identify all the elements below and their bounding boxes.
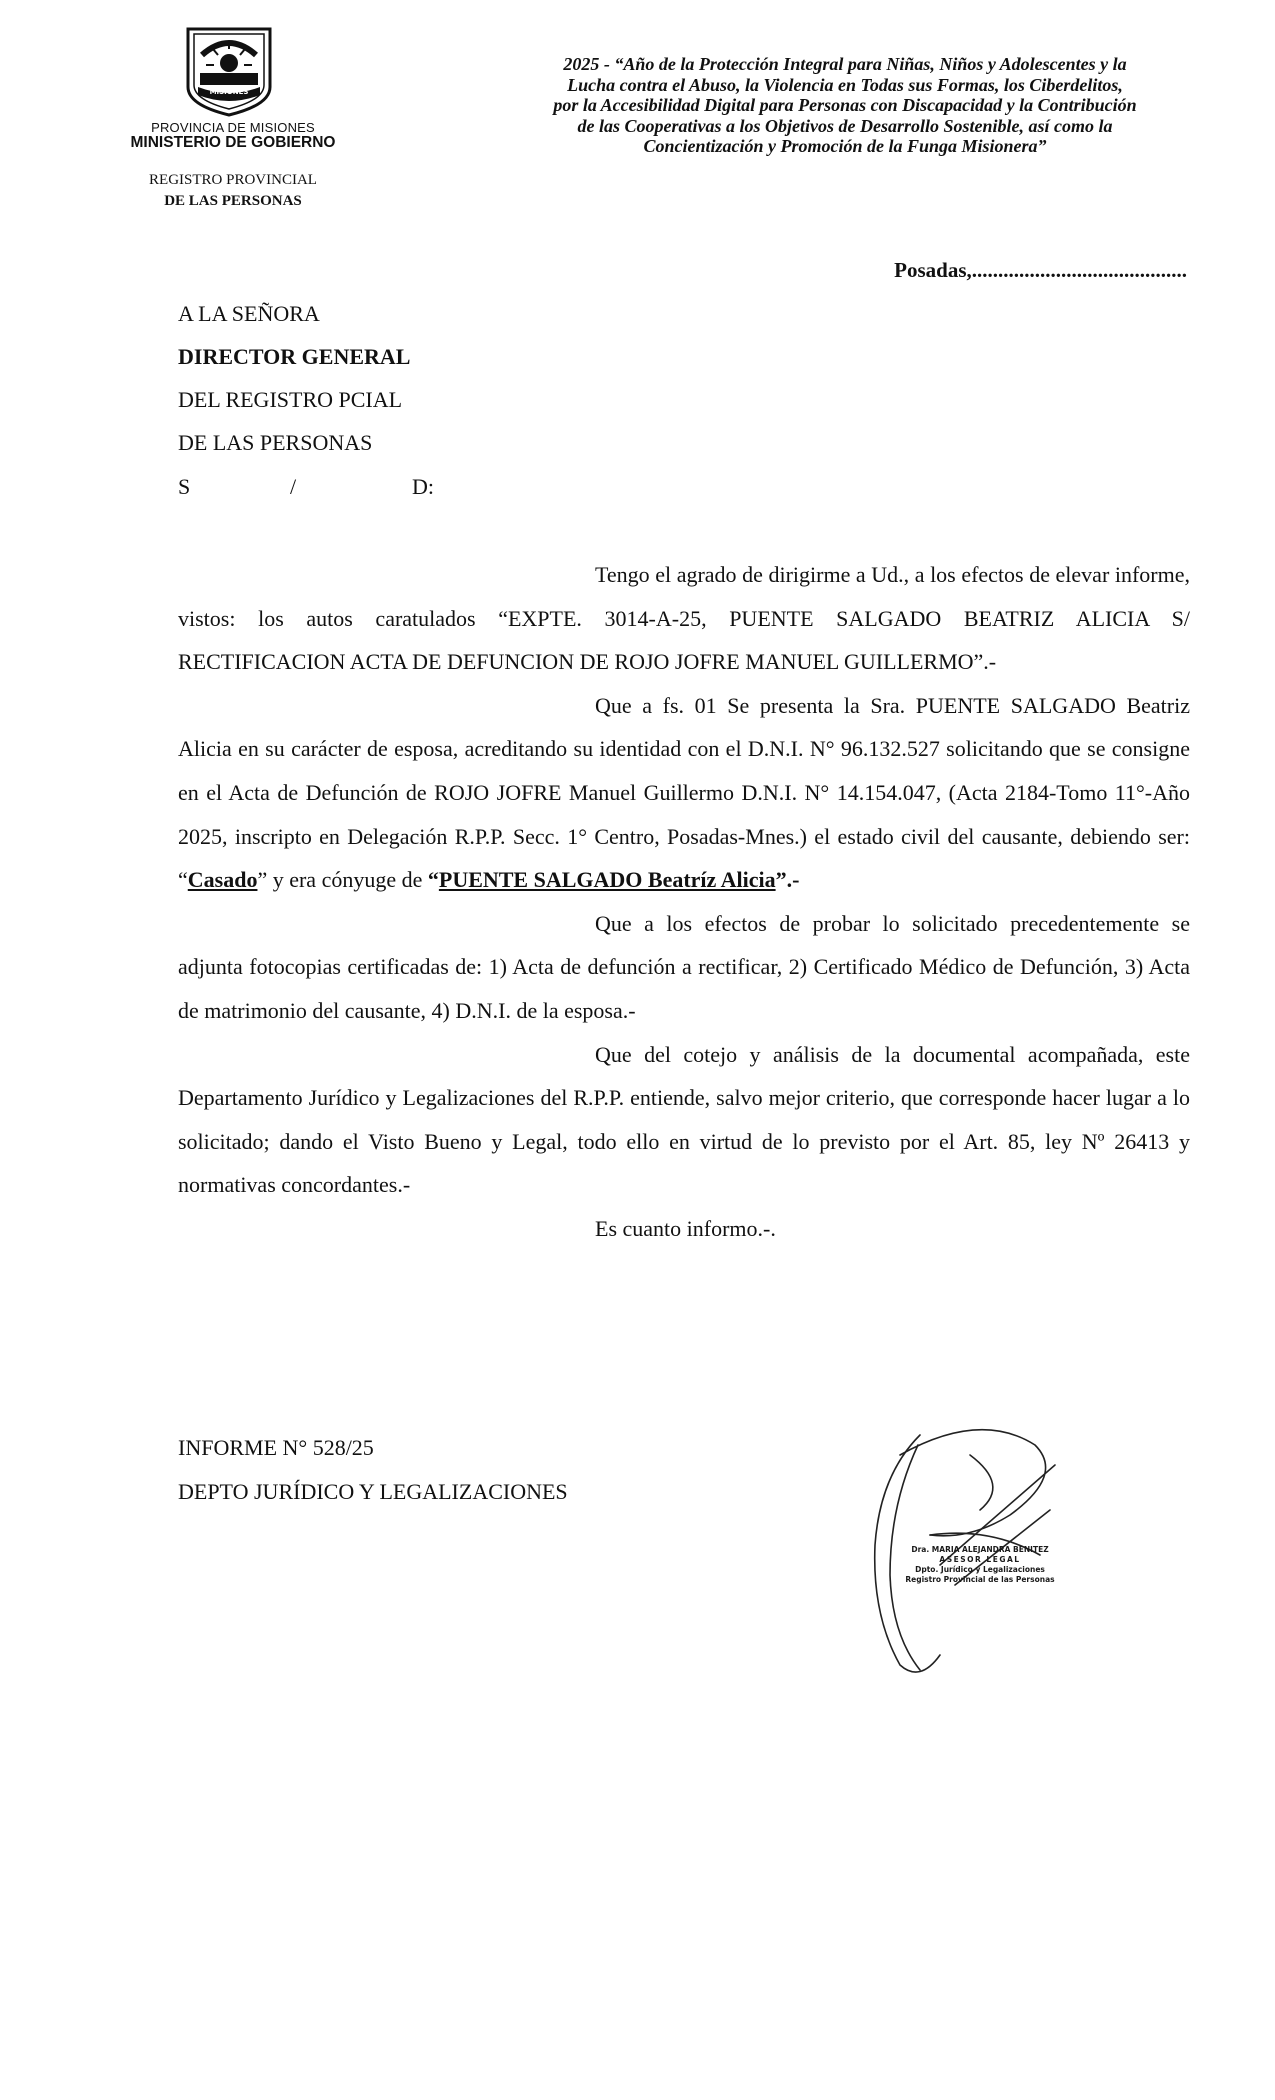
sd-mid: /	[290, 474, 297, 499]
registry-line-1: REGISTRO PROVINCIAL	[149, 172, 317, 188]
stamp-line-2: ASESOR LEGAL	[939, 1555, 1021, 1564]
sd-line	[178, 474, 445, 500]
paragraph-5: Es cuanto informo.-.	[595, 1215, 776, 1241]
legal-stamp	[905, 1545, 1055, 1585]
province-line: PROVINCIA DE MISIONES	[151, 120, 315, 135]
ministry-line: MINISTERIO DE GOBIERNO	[130, 134, 336, 151]
civil-status-value: Casado	[187, 867, 258, 893]
addressee-line-4: DE LAS PERSONAS	[178, 430, 373, 455]
year-motto	[475, 54, 1215, 157]
stamp-line-1: Dra. MARIA ALEJANDRA BENITEZ	[911, 1545, 1049, 1554]
year-motto-line: de las Cooperativas a los Objetivos de Desarrollo Sostenible, así como la	[577, 115, 1113, 136]
report-number: INFORME N° 528/25	[178, 1435, 374, 1460]
stamp-line-3: Dpto. Jurídico y Legalizaciones	[915, 1565, 1045, 1574]
addressee-line-1: A LA SEÑORA	[178, 301, 320, 326]
year-motto-line: 2025 - “Año de la Protección Integral para Niñas, Niños y Adolescentes y la	[563, 54, 1127, 74]
sd-right: D:	[412, 474, 434, 499]
stamp-line-4: Registro Provincial de las Personas	[905, 1575, 1055, 1584]
paragraph-2	[178, 684, 1190, 902]
year-motto-line: por la Accesibilidad Digital para Personas con Discapacidad y la Contribución	[553, 95, 1137, 115]
paragraph-2-end: ”.-	[775, 867, 800, 893]
paragraph-4: Que del cotejo y análisis de la documental acompañada, este Departamento Jurídico y Legalizaciones del R.P.P. entiende, salvo mejor criterio, que corresponde hacer lugar a lo solicitado; dando el Visto Bueno y Legal, todo ello en virtud de lo previsto por el Art. 85, ley Nº 26413 y normativas concordantes.-	[178, 1041, 1190, 1198]
paragraph-2-text-b: ” y era cónyuge de	[257, 867, 428, 893]
addressee-line-2: DIRECTOR GENERAL	[178, 344, 411, 369]
province-crest-logo	[180, 25, 278, 117]
year-motto-line: Lucha contra el Abuso, la Violencia en Todas sus Formas, los Ciberdelitos,	[567, 74, 1123, 95]
report-body	[178, 553, 1190, 1251]
quote-open: “	[427, 867, 439, 893]
addressee-line-3: DEL REGISTRO PCIAL	[178, 387, 403, 412]
paragraph-2-text-a: Que a fs. 01 Se presenta la Sra. PUENTE SALGADO Beatriz Alicia en su carácter de esposa, acreditando su identidad con el D.N.I. N° 96.132.527 solicitando que se consigne en el Acta de Defunción de ROJO JOFRE Manuel Guillermo D.N.I. N° 14.154.047, (Acta 2184-Tomo 11°-Año 2025, inscripto en Delegación R.P.P. Secc. 1° Centro, Posadas-Mnes.) el estado civil del causante, debiendo ser: “	[178, 692, 1190, 893]
registry-line-2: DE LAS PERSONAS	[164, 193, 302, 209]
report-footer	[178, 1426, 568, 1514]
department-name: DEPTO JURÍDICO Y LEGALIZACIONES	[178, 1479, 568, 1504]
sd-left: S	[178, 474, 191, 499]
year-motto-line: Concientización y Promoción de la Funga Misionera”	[643, 136, 1047, 156]
place-date: Posadas,.........................................	[894, 258, 1187, 282]
paragraph-1: Tengo el agrado de dirigirme a Ud., a los efectos de elevar informe, vistos: los autos caratulados “EXPTE. 3014-A-25, PUENTE SALGADO BEATRIZ ALICIA S/ RECTIFICACION ACTA DE DEFUNCION DE ROJO JOFRE MANUEL GUILLERMO”.-	[178, 562, 1190, 675]
spouse-name: PUENTE SALGADO Beatríz Alicia	[438, 867, 776, 893]
crest-label: MISIONES	[209, 88, 249, 96]
paragraph-3: Que a los efectos de probar lo solicitado precedentemente se adjunta fotocopias certificadas de: 1) Acta de defunción a rectificar, 2) Certificado Médico de Defunción, 3) Acta de matrimonio del causante, 4) D.N.I. de la esposa.-	[178, 910, 1190, 1023]
